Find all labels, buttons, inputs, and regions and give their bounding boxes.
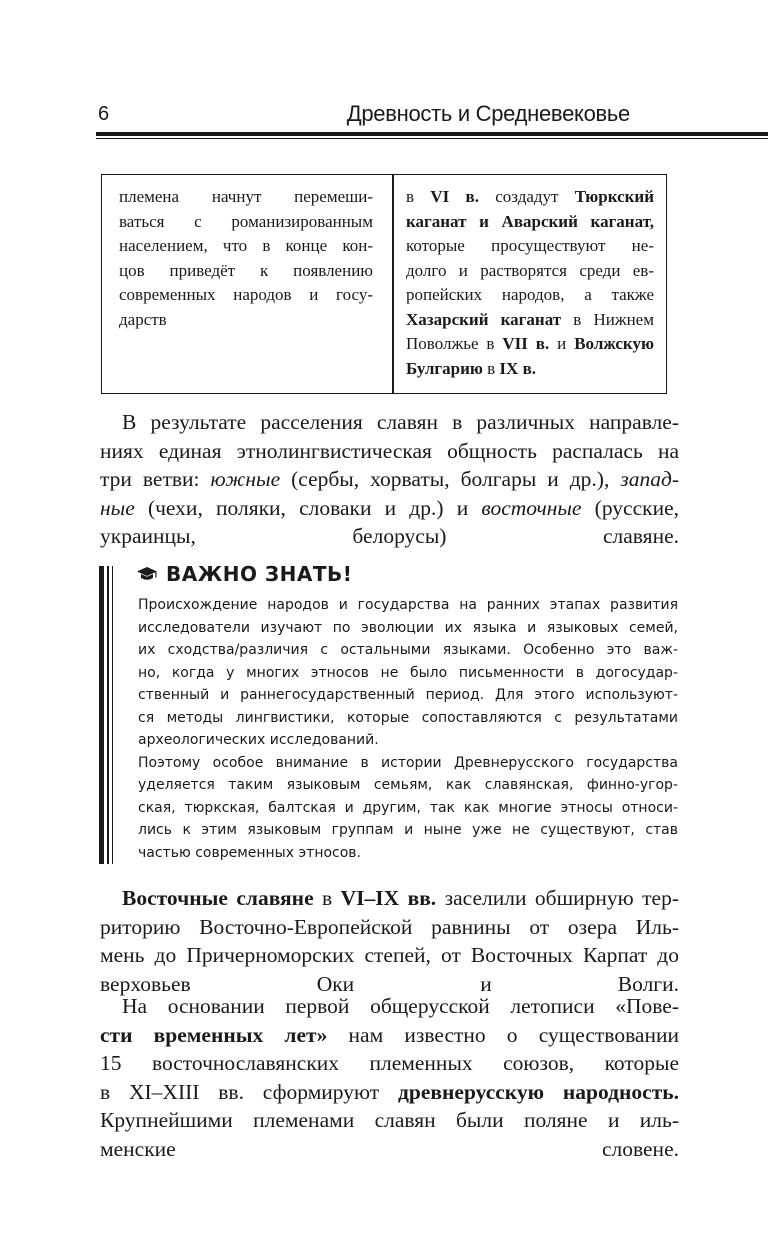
- text-run: заселили обширную тер-: [436, 886, 679, 910]
- callout-bar: [99, 566, 104, 864]
- text-run-bold: VII в.: [502, 334, 550, 353]
- callout-line: ская, тюркская, балтская и другим, так как многие этносы относи-: [138, 799, 678, 816]
- table-right-line: долго и растворятся среди ев-: [406, 260, 654, 280]
- callout-title-text: ВАЖНО ЗНАТЬ!: [166, 562, 353, 586]
- header-rule-thin: [96, 138, 768, 139]
- text-run: в: [313, 886, 341, 910]
- callout-line: частью современных этносов.: [138, 844, 361, 861]
- text-run-italic: восточные: [481, 495, 582, 520]
- text-run-bold: Хазарский каганат: [406, 309, 562, 329]
- callout-line: исследователи изучают по эволюции их языка и языковых семей,: [138, 619, 678, 636]
- text-run-bold: Булгарию: [406, 358, 483, 378]
- page-header: [98, 100, 670, 130]
- text-run: (сербы, хорваты, болгары и др.),: [280, 467, 621, 491]
- page-number: 6: [98, 103, 110, 125]
- table-left-line: дарств: [119, 309, 167, 329]
- paragraph-line: мень до Причерноморских степей, от Восточных Карпат до: [100, 943, 679, 967]
- text-run: в: [406, 187, 431, 206]
- text-run: в: [482, 358, 500, 378]
- callout-line: Происхождение народов и государства на ранних этапах развития: [138, 597, 678, 613]
- callout-line: ственный и раннегосударственный период. Для этого используют-: [138, 687, 678, 703]
- paragraph-line: [100, 494, 679, 523]
- text-run-bold: каганат и Аварский каганат,: [406, 211, 654, 231]
- text-run: создадут: [478, 187, 575, 206]
- text-run-bold: VI–IX вв.: [340, 886, 437, 910]
- text-run-italic: ные: [100, 495, 135, 520]
- paragraph-line: В результате расселения славян в различных направле-: [122, 410, 679, 434]
- table-right-line: которые просуществуют не-: [406, 236, 654, 255]
- text-run: (русские,: [581, 495, 679, 520]
- paragraph-line: [100, 1078, 679, 1107]
- table-right-line: [406, 308, 654, 333]
- paragraph-slavic-branches: [100, 408, 679, 551]
- graduation-cap-icon: [136, 566, 158, 582]
- paragraph-line: На основании первой общерусской летописи «Пове-: [122, 994, 679, 1018]
- table-left-line: ваться с романизированным: [119, 211, 373, 231]
- table-column-divider: [392, 175, 394, 393]
- table-right-line: [406, 185, 654, 210]
- paragraph-chronicle: [100, 992, 679, 1163]
- paragraph-line: Крупнейшими племенами славян были поляне и иль-: [100, 1108, 679, 1132]
- text-run-italic: запад-: [620, 467, 679, 491]
- table-left-line: современных народов и госу-: [119, 285, 373, 304]
- text-run-bold: Восточные славяне: [122, 886, 314, 910]
- callout-line: ся методы лингвистики, которые сопоставляются с результатами: [138, 709, 678, 726]
- callout-line: но, когда у многих этносов не было письменности в догосудар-: [138, 664, 678, 681]
- text-run-bold: древнерусскую народность.: [398, 1079, 679, 1104]
- paragraph-line: ниях единая этнолингвистическая общность распалась на: [100, 438, 679, 463]
- table-right-line: [406, 332, 654, 357]
- paragraph-line: [122, 884, 679, 913]
- table-right-line: [406, 357, 654, 382]
- text-run-italic: южные: [210, 467, 281, 491]
- text-run-bold: Волжскую: [574, 334, 654, 353]
- paragraph-line: риторию Восточно-Европейской равнины от озера Иль-: [100, 914, 679, 939]
- paragraph-east-slavs: [100, 884, 679, 998]
- text-run: в Нижнем: [561, 309, 654, 329]
- callout-bar: [107, 566, 109, 864]
- callout-line: их сходства/различия с остальными языками. Особенно это важ-: [138, 642, 678, 658]
- callout-line: уделяется таким языковым семьям, как славянская, финно-угор-: [138, 777, 678, 793]
- callout-bar: [112, 566, 113, 864]
- table-left-line: племена начнут перемеши-: [119, 187, 373, 206]
- text-run: в XI–XIII вв. сформируют: [100, 1079, 399, 1104]
- text-run: три ветви:: [100, 467, 211, 491]
- text-run-bold: VI в.: [430, 187, 479, 206]
- callout-body: [138, 594, 678, 864]
- callout-line: археологических исследований.: [138, 732, 379, 748]
- table-left-line: населением, что в конце кон-: [119, 236, 373, 255]
- paragraph-line: украинцы, белорусы) славяне.: [100, 524, 679, 548]
- text-run: Поволжье в: [406, 334, 503, 353]
- paragraph-line: верховьев Оки и Волги.: [100, 971, 679, 996]
- text-run: и: [549, 334, 575, 353]
- running-title: Древность и Средневековье: [346, 101, 630, 126]
- table-right-line: [406, 210, 654, 235]
- table-left-line: цов приведёт к появлению: [119, 260, 373, 280]
- callout-line: лись к этим языковым группам и ныне уже не существуют, став: [138, 822, 678, 838]
- table-right-cell: [406, 185, 654, 381]
- comparison-table: [101, 174, 667, 394]
- paragraph-line: [100, 1021, 679, 1050]
- text-run-bold: Тюркский: [574, 187, 655, 206]
- text-run: (чехи, поляки, словаки и др.) и: [134, 495, 482, 520]
- callout-line: Поэтому особое внимание в истории Древнерусского государства: [138, 754, 678, 771]
- table-right-line: ропейских народов, а также: [406, 285, 654, 304]
- paragraph-line: [100, 465, 679, 494]
- text-run-bold: сти временных лет»: [100, 1022, 328, 1047]
- table-left-cell: [119, 185, 373, 332]
- paragraph-line: менские словене.: [100, 1136, 679, 1161]
- text-run-bold: IX в.: [499, 358, 536, 378]
- header-rule-thick: [96, 132, 768, 136]
- paragraph-line: 15 восточнославянских племенных союзов, которые: [100, 1051, 679, 1075]
- callout-title: [136, 562, 352, 586]
- text-run: нам известно о существовании: [327, 1022, 679, 1047]
